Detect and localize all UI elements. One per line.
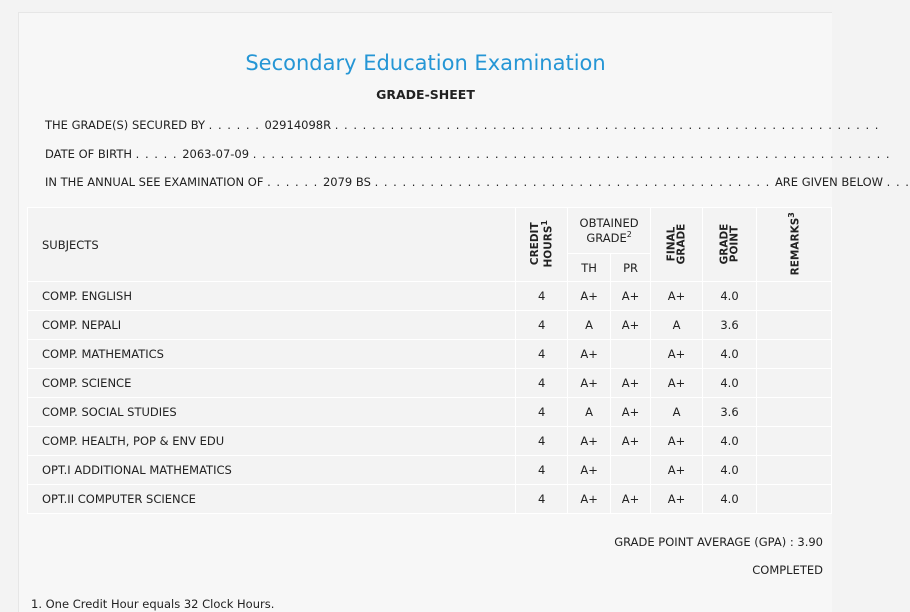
credit-hours-header: CREDIT HOURS$^1$ xyxy=(516,208,568,282)
table-row xyxy=(28,311,832,340)
th-grade-cell: A xyxy=(568,311,611,340)
subject-cell: COMP. MATHEMATICS xyxy=(28,340,516,369)
dots-leader: . . . xyxy=(886,175,910,189)
subjects-header: SUBJECTS xyxy=(28,208,516,282)
final-grade-cell: A+ xyxy=(651,427,703,456)
th-grade-cell: A+ xyxy=(568,485,611,514)
pr-grade-cell: A+ xyxy=(611,398,651,427)
subject-cell: COMP. SOCIAL STUDIES xyxy=(28,398,516,427)
th-grade-cell: A+ xyxy=(568,456,611,485)
pr-grade-cell: A+ xyxy=(611,282,651,311)
final-grade-header: FINAL GRADE xyxy=(651,208,703,282)
subject-cell: COMP. NEPALI xyxy=(28,311,516,340)
table-row xyxy=(28,398,832,427)
exam-line xyxy=(45,175,910,189)
footnote-credit-hour: 1. One Credit Hour equals 32 Clock Hours. xyxy=(31,597,275,611)
th-grade-cell: A+ xyxy=(568,340,611,369)
remarks-cell xyxy=(756,456,831,485)
dots-leader: . . . . . . . . . . . . . . . . . . . . . . . . . . . . . . . . . . . . . . . . . . . . . . . . . . . . . . . . . . . . . . . . . . . . . xyxy=(252,147,891,161)
table-row xyxy=(28,340,832,369)
credit-cell: 4 xyxy=(516,398,568,427)
subject-cell: COMP. ENGLISH xyxy=(28,282,516,311)
pr-grade-cell: A+ xyxy=(611,427,651,456)
dots-leader: . . . . . . xyxy=(267,175,323,189)
grade-point-header: GRADE POINT xyxy=(703,208,757,282)
final-grade-cell: A+ xyxy=(651,282,703,311)
final-grade-cell: A+ xyxy=(651,485,703,514)
remarks-header: REMARKS$^3$ xyxy=(756,208,831,282)
th-grade-cell: A+ xyxy=(568,369,611,398)
table-row xyxy=(28,282,832,311)
subject-cell: OPT.I ADDITIONAL MATHEMATICS xyxy=(28,456,516,485)
final-grade-cell: A+ xyxy=(651,369,703,398)
table-row xyxy=(28,485,832,514)
table-row xyxy=(28,427,832,456)
pr-grade-cell: A+ xyxy=(611,485,651,514)
grade-point-cell: 3.6 xyxy=(703,398,757,427)
exam-suffix: ARE GIVEN BELOW xyxy=(774,175,883,189)
grade-point-cell: 4.0 xyxy=(703,485,757,514)
grade-sheet xyxy=(18,12,910,612)
grade-point-cell: 4.0 xyxy=(703,427,757,456)
dots-leader: . . . . . xyxy=(135,147,183,161)
grades-table xyxy=(27,207,832,514)
credit-cell: 4 xyxy=(516,456,568,485)
remarks-cell xyxy=(756,282,831,311)
subject-cell: OPT.II COMPUTER SCIENCE xyxy=(28,485,516,514)
exam-title: Secondary Education Examination xyxy=(245,51,606,75)
final-grade-cell: A xyxy=(651,398,703,427)
credit-cell: 4 xyxy=(516,282,568,311)
final-grade-cell: A+ xyxy=(651,340,703,369)
credit-cell: 4 xyxy=(516,340,568,369)
dob-label: DATE OF BIRTH xyxy=(45,147,133,161)
credit-cell: 4 xyxy=(516,427,568,456)
credit-cell: 4 xyxy=(516,311,568,340)
secured-by-line xyxy=(45,118,879,132)
remarks-cell xyxy=(756,340,831,369)
gpa-label: GRADE POINT AVERAGE (GPA) : xyxy=(614,535,794,549)
pr-grade-cell xyxy=(611,456,651,485)
dots-leader: . . . . . . . . . . . . . . . . . . . . . . . . . . . . . . . . . . . . . . . . . . . . . . . . . . . . . . . . . . . xyxy=(334,118,880,132)
secured-by-label: THE GRADE(S) SECURED BY xyxy=(45,118,206,132)
pr-grade-cell: A+ xyxy=(611,311,651,340)
table-row xyxy=(28,369,832,398)
status-text: COMPLETED xyxy=(752,563,823,577)
grade-point-cell: 4.0 xyxy=(703,340,757,369)
sheet-title: GRADE-SHEET xyxy=(376,87,475,102)
grade-point-cell: 4.0 xyxy=(703,369,757,398)
remarks-cell xyxy=(756,369,831,398)
credit-cell: 4 xyxy=(516,485,568,514)
remarks-cell xyxy=(756,398,831,427)
remarks-cell xyxy=(756,427,831,456)
table-row xyxy=(28,456,832,485)
subject-cell: COMP. HEALTH, POP & ENV EDU xyxy=(28,427,516,456)
pr-header: PR xyxy=(611,254,651,282)
exam-value: 2079 BS xyxy=(322,175,371,189)
dob-line xyxy=(45,147,891,161)
grade-point-cell: 4.0 xyxy=(703,456,757,485)
gpa-line xyxy=(614,535,823,549)
dots-leader: . . . . . . . . . . . . . . . . . . . . . . . . . . . . . . . . . . . . . . . . . . . xyxy=(374,175,775,189)
remarks-cell xyxy=(756,485,831,514)
remarks-cell xyxy=(756,311,831,340)
th-grade-cell: A+ xyxy=(568,427,611,456)
obtained-grade-header: OBTAINED GRADE$^2$ xyxy=(568,208,651,254)
exam-label: IN THE ANNUAL SEE EXAMINATION OF xyxy=(45,175,264,189)
th-grade-cell: A xyxy=(568,398,611,427)
grade-point-cell: 3.6 xyxy=(703,311,757,340)
th-grade-cell: A+ xyxy=(568,282,611,311)
dob-value: 2063-07-09 xyxy=(182,147,250,161)
gpa-value: 3.90 xyxy=(797,535,823,549)
subject-cell: COMP. SCIENCE xyxy=(28,369,516,398)
pr-grade-cell: A+ xyxy=(611,369,651,398)
dots-leader: . . . . . . xyxy=(208,118,265,132)
final-grade-cell: A xyxy=(651,311,703,340)
pr-grade-cell xyxy=(611,340,651,369)
th-header: TH xyxy=(568,254,611,282)
secured-by-value: 02914098R xyxy=(264,118,332,132)
grade-point-cell: 4.0 xyxy=(703,282,757,311)
credit-cell: 4 xyxy=(516,369,568,398)
final-grade-cell: A+ xyxy=(651,456,703,485)
